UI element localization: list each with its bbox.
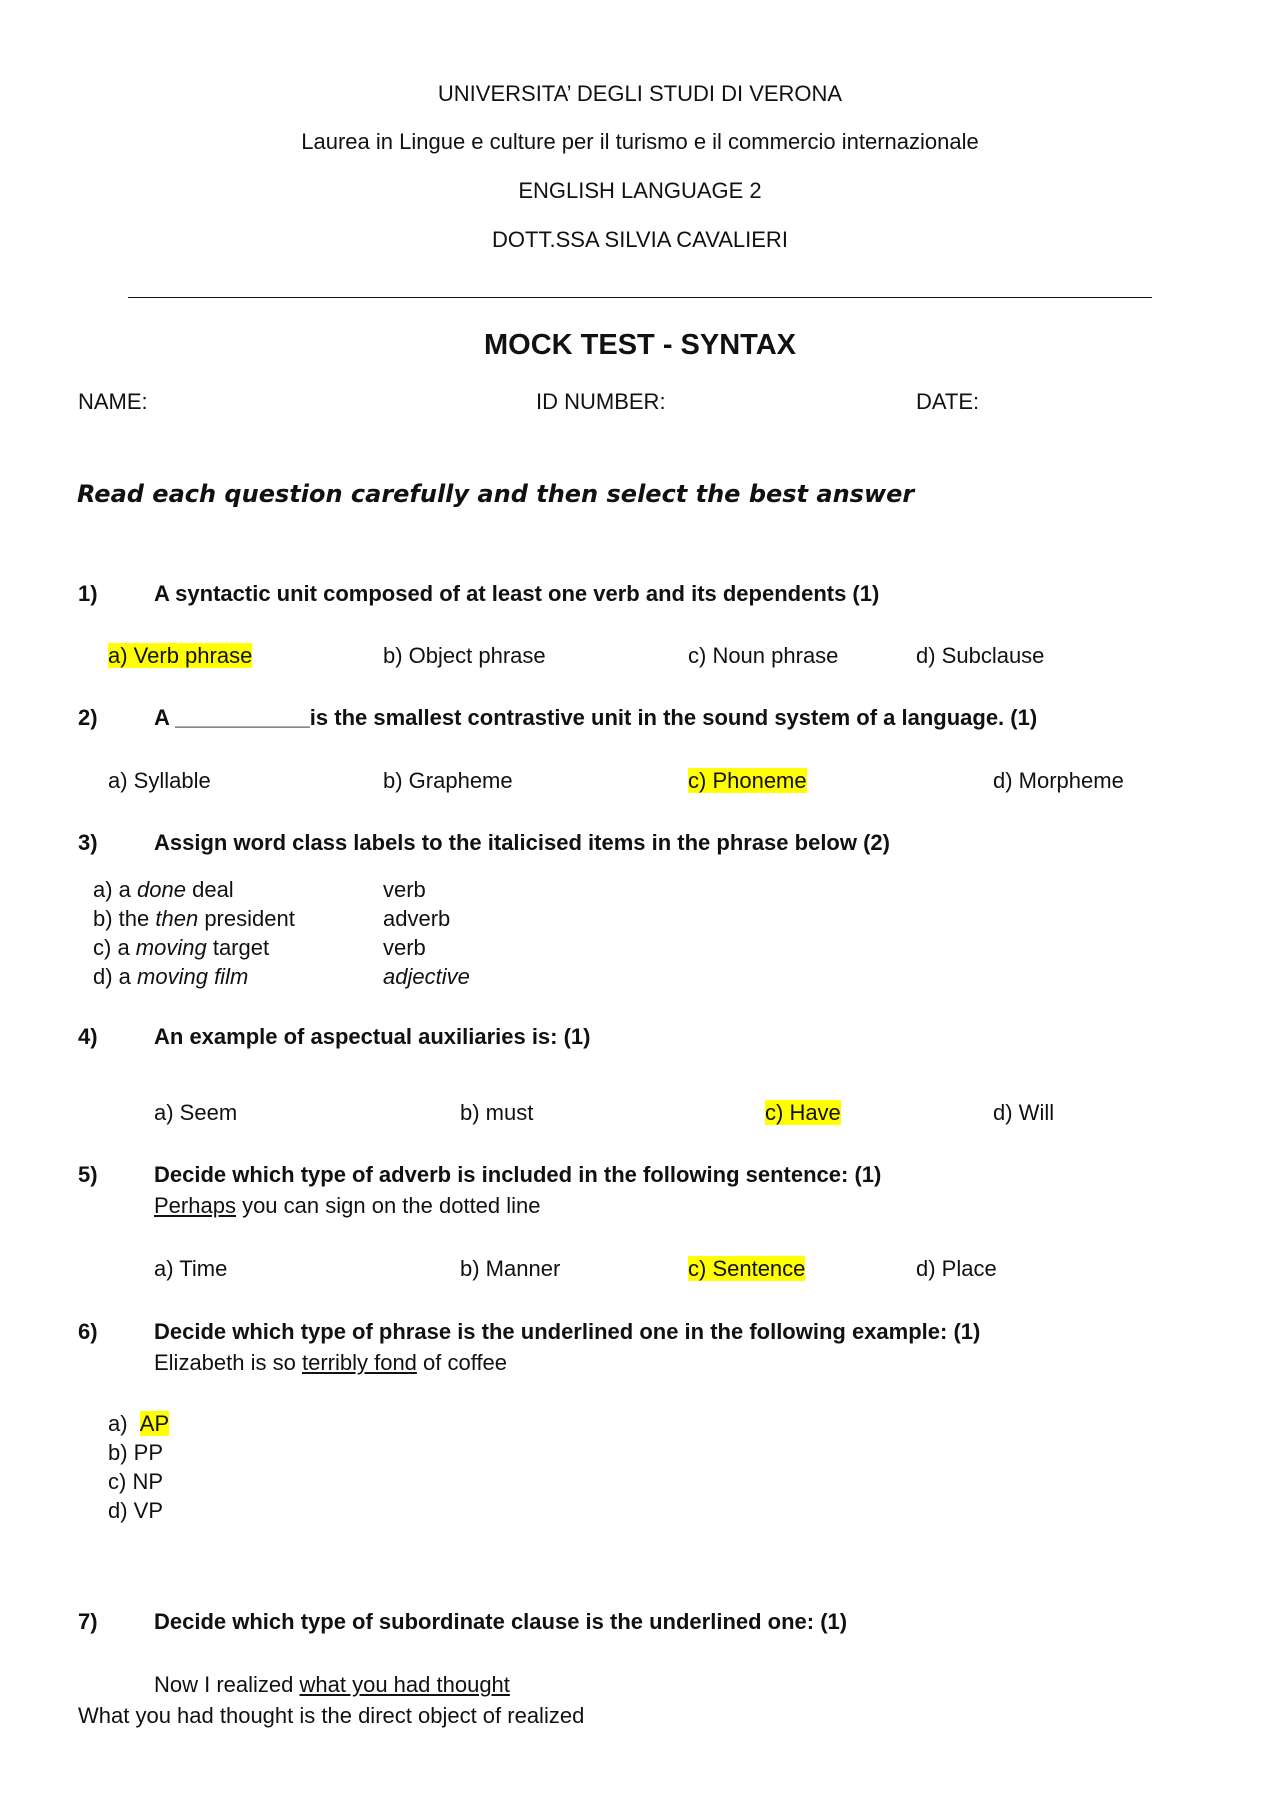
university-name: UNIVERSITA’ DEGLI STUDI DI VERONA (437, 81, 843, 106)
option-d[interactable]: d) Subclause (916, 643, 1045, 668)
option-d[interactable]: d) Morpheme (993, 768, 1124, 793)
selected-answer: AP (139, 1411, 170, 1436)
example-sentence: Now I realized what you had thought (154, 1672, 510, 1697)
option-a[interactable]: a) Time (154, 1256, 228, 1281)
option-b[interactable]: b) Grapheme (383, 768, 513, 793)
question-text: A ___________is the smallest contrastive unit in the sound system of a language. (1) (154, 705, 1038, 730)
option-b[interactable]: b) Object phrase (383, 643, 546, 668)
option-a[interactable] (108, 642, 252, 670)
option-d[interactable]: d) Will (993, 1100, 1055, 1125)
question-text: Decide which type of subordinate clause is the underlined one: (1) (154, 1609, 848, 1634)
phrase-item-d: d) a moving film (93, 964, 249, 989)
example-sentence: Elizabeth is so terribly fond of coffee (154, 1350, 508, 1375)
option-a[interactable]: a) Seem (154, 1100, 238, 1125)
selected-answer: a) Verb phrase (108, 643, 253, 668)
phrase-item-b: b) the then president (93, 906, 295, 931)
question-number: 6) (78, 1319, 98, 1344)
lecturer-name: DOTT.SSA SILVIA CAVALIERI (492, 227, 788, 252)
phrase-item-a: a) a done deal (93, 877, 234, 902)
question-text: Decide which type of phrase is the underlined one in the following example: (1) (154, 1319, 981, 1344)
date-label: DATE: (916, 389, 980, 414)
option-b[interactable]: b) Manner (460, 1256, 561, 1281)
answer-b: adverb (383, 906, 451, 931)
answer-d: adjective (383, 964, 470, 989)
answer-c: verb (383, 935, 426, 960)
header-divider (128, 297, 1152, 298)
question-number: 2) (78, 705, 98, 730)
option-c[interactable] (688, 767, 807, 795)
instructions: Read each question carefully and then select the best answer (77, 480, 915, 508)
option-c[interactable]: c) Noun phrase (688, 643, 839, 668)
phrase-item-c: c) a moving target (93, 935, 270, 960)
option-d[interactable]: d) VP (108, 1498, 164, 1523)
option-c[interactable]: c) NP (108, 1469, 163, 1494)
option-b[interactable]: b) must (460, 1100, 534, 1125)
question-number: 3) (78, 830, 98, 855)
selected-answer: c) Sentence (688, 1256, 806, 1281)
option-a[interactable]: a) Syllable (108, 768, 211, 793)
option-b[interactable]: b) PP (108, 1440, 164, 1465)
question-text: A syntactic unit composed of at least one verb and its dependents (1) (154, 581, 880, 606)
answer-blank: ___________ (175, 705, 310, 730)
question-number: 1) (78, 581, 98, 606)
selected-answer: c) Phoneme (688, 768, 807, 793)
selected-answer: c) Have (765, 1100, 841, 1125)
option-a[interactable]: a) AP (108, 1411, 170, 1436)
name-label: NAME: (78, 389, 148, 414)
question-text: Assign word class labels to the italicised items in the phrase below (2) (154, 830, 890, 855)
id-number-label: ID NUMBER: (536, 389, 666, 414)
course-name: ENGLISH LANGUAGE 2 (518, 178, 762, 203)
question-number: 4) (78, 1024, 98, 1049)
degree-name: Laurea in Lingue e culture per il turismo e il commercio internazionale (301, 129, 979, 154)
answer-text: What you had thought is the direct object of realized (78, 1703, 585, 1728)
question-text: An example of aspectual auxiliaries is: (1) (154, 1024, 591, 1049)
question-text: Decide which type of adverb is included in the following sentence: (1) (154, 1162, 882, 1187)
option-c[interactable] (688, 1255, 805, 1283)
option-c[interactable] (765, 1099, 841, 1127)
question-number: 7) (78, 1609, 98, 1634)
page-title: MOCK TEST - SYNTAX (483, 329, 797, 361)
example-sentence: Perhaps you can sign on the dotted line (154, 1193, 541, 1218)
question-number: 5) (78, 1162, 98, 1187)
answer-a: verb (383, 877, 426, 902)
option-d[interactable]: d) Place (916, 1256, 997, 1281)
